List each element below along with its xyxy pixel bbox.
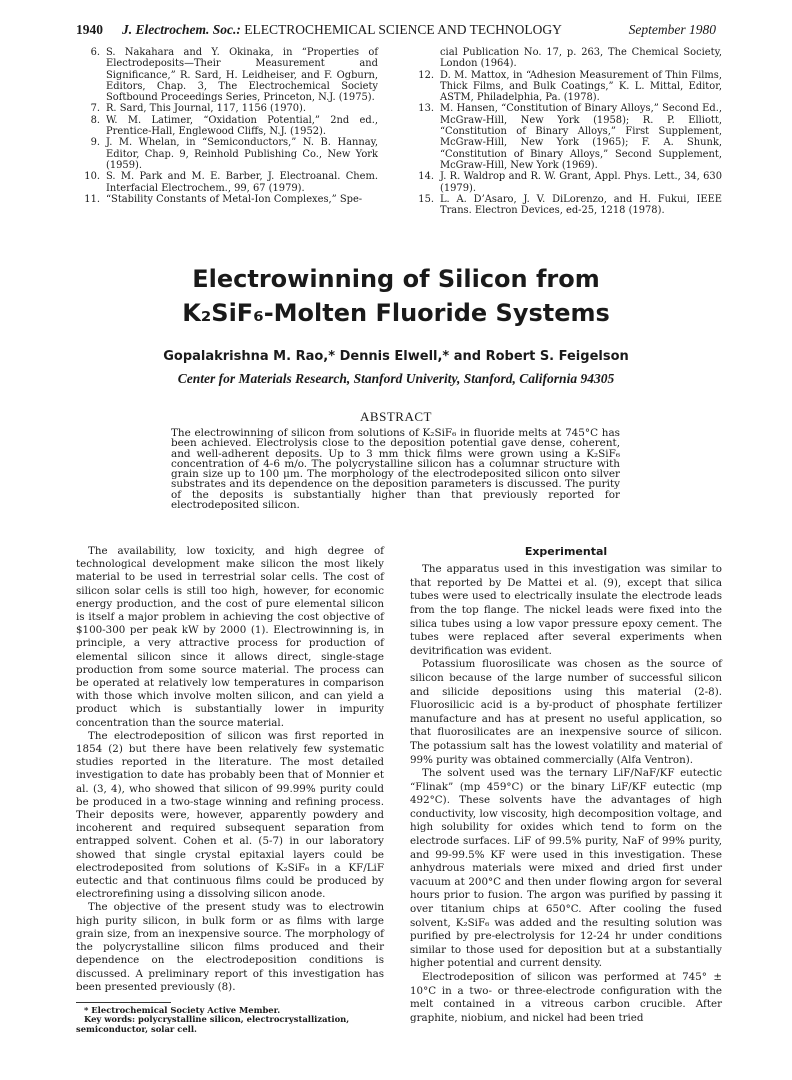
body-paragraph: The apparatus used in this investigation was similar to that reported by De Mattei et al. (9), except that silica tubes were used to electrically insulate the electrode leads from the top flange. The nickel leads were fixed into the silica tubes using a low vapor pressure epoxy cement. The tubes were replaced after several experiments when devitrification was evident. xyxy=(410,563,722,657)
reference-item xyxy=(76,103,378,114)
reference-text: J. M. Whelan, in “Semiconductors,” N. B. Hannay, Editor, Chap. 9, Reinhold Publishing Co., New York (1959). xyxy=(106,137,378,171)
reference-text: L. A. D’Asaro, J. V. DiLorenzo, and H. Fukui, IEEE Trans. Electron Devices, ed-25, 1218 (1978). xyxy=(440,193,722,217)
title-line-2: K₂SiF₆-Molten Fluoride Systems xyxy=(182,299,610,327)
running-head xyxy=(76,22,716,40)
reference-item xyxy=(410,194,722,217)
reference-number: 7. xyxy=(90,103,100,115)
reference-number: 9. xyxy=(90,137,100,149)
body-paragraph: Electrodeposition of silicon was performed at 745° ± 10°C in a two- or three-electrode configuration with the melt contained in a vitreous carbon crucible. After graphite, niobium, and nickel had been tried xyxy=(410,971,722,1024)
reference-number: 11. xyxy=(84,193,100,205)
footnote: Key words: polycrystalline silicon, electrocrystallization, semiconductor, solar cell. xyxy=(76,1014,350,1034)
reference-item xyxy=(410,47,722,70)
reference-text: J. R. Waldrop and R. W. Grant, Appl. Phys. Lett., 34, 630 (1979). xyxy=(440,171,722,194)
article-authors: Gopalakrishna M. Rao,* Dennis Elwell,* and Robert S. Feigelson xyxy=(163,349,629,364)
reference-item xyxy=(76,137,378,171)
reference-number: 14. xyxy=(418,171,434,183)
title-line-1: Electrowinning of Silicon from xyxy=(192,265,600,293)
reference-item xyxy=(410,171,722,194)
body-paragraph: Potassium fluorosilicate was chosen as the source of silicon because of the large number of successful silicon and silicide depositions using this material (2-8). Fluorosilicic acid is a by-product of phosphate fertilizer manufacture and has at present no useful application, so that fluorosilicates are an inexpensive source of silicon. The potassium salt has the lowest volatility and material of 99% purity was obtained commercially (Alfa Ventron). xyxy=(410,658,722,766)
body-paragraph: The electrodeposition of silicon was first reported in 1854 (2) but there have been relatively few systematic studies reported in the literature. The most detailed investigation to date has probably been that of Monnier et al. (3, 4), who showed that silicon of 99.99% purity could be produced in a two-stage winning and refining process. Their deposits were, however, apparently powdery and incoherent and required subsequent separation from entrapped solvent. Cohen et al. (5-7) in our laboratory showed that single crystal epitaxial layers could be electrodeposited from solutions of K₂SiF₆ in a KF/LiF eutectic and that continuous films could be produced by electrorefining using a dissolving silicon anode. xyxy=(76,729,384,901)
reference-item xyxy=(76,194,378,205)
reference-item xyxy=(410,70,722,104)
reference-number: 10. xyxy=(84,171,100,183)
reference-number: 12. xyxy=(418,69,434,81)
reference-text: R. Sard, This Journal, 117, 1156 (1970). xyxy=(106,103,307,115)
reference-text: D. M. Mattox, in “Adhesion Measurement of Thin Films, Thick Films, and Bulk Coatings,” K. L. Mittal, Editor, ASTM, Philadelphia, Pa. (1978). xyxy=(440,69,722,104)
journal-line xyxy=(122,22,562,38)
reference-item xyxy=(76,47,378,103)
reference-text: W. M. Latimer, “Oxidation Potential,” 2nd ed., Prentice-Hall, Englewood Cliffs, N.J. (1952). xyxy=(106,114,378,138)
body-paragraph: The availability, low toxicity, and high degree of technological development make silicon the most likely material to be used in terrestrial solar cells. The cost of silicon solar cells is still too high, however, for economic energy production, and the cost of pure elemental silicon is itself a major problem in achieving the cost objective of $100-300 per peak kW by 2000 (1). Electrowinning is, in principle, a very attractive process for production of elemental silicon since it allows direct, single-stage production from some source material. The process can be operated at relatively low temperatures in comparison with those which involve molten silicon, and can yield a product which is substantially lower in impurity concentration than the source material. xyxy=(76,545,384,729)
reference-number: 13. xyxy=(418,103,434,115)
abstract-text: The electrowinning of silicon from solutions of K₂SiF₆ in fluoride melts at 745°C has been achieved. Electrolysis close to the deposition potential gave dense, coherent, and well-adherent deposits. Up to 3 mm thick films were grown using a K₂SiF₆ concentration of 4-6 m/o. The polycrystalline silicon has a columnar structure with grain size up to 100 μm. The morphology of the electrodeposited silicon onto silver substrates and its dependence on the deposition parameters is discussed. The purity of the deposits is substantially higher than that previously reported for electrodeposited silicon. xyxy=(171,427,620,512)
reference-text: cial Publication No. 17, p. 263, The Chemical Society, London (1964). xyxy=(440,47,722,70)
section-heading-experimental: Experimental xyxy=(524,545,608,558)
references-right xyxy=(410,47,722,216)
footnotes xyxy=(76,1006,384,1034)
reference-text: S. M. Park and M. E. Barber, J. Electroanal. Chem. Interfacial Electrochem., 99, 67 (1979). xyxy=(106,171,378,194)
body-paragraph: The solvent used was the ternary LiF/NaF/KF eutectic “Flinak” (mp 459°C) or the binary LiF/KF eutectic (mp 492°C). These solvents have the advantages of high conductivity, low viscosity, high decomposition voltage, and high solubility for oxides which tend to form on the electrode surfaces. LiF of 99.5% purity, NaF of 99% purity, and 99-99.5% KF were used in this investigation. These anhydrous materials were mixed and dried first under vacuum at 200°C and then under flowing argon for several hours prior to fusion. The argon was purified by passing it over titanium chips at 650°C. After cooling the fused solvent, K₂SiF₆ was added and the resulting solution was purified by pre-electrolysis for 12-24 hr under conditions similar to those used for deposition but at a substantially higher potential and current density. xyxy=(410,767,722,970)
journal-name: J. Electrochem. Soc.: xyxy=(122,22,241,37)
reference-number: 6. xyxy=(90,47,100,58)
article-title xyxy=(76,262,716,330)
footnote: * Electrochemical Society Active Member. xyxy=(84,1004,281,1015)
page-number: 1940 xyxy=(76,22,103,37)
footnote-rule xyxy=(76,1002,171,1003)
reference-number: 8. xyxy=(90,114,100,126)
reference-text: “Stability Constants of Metal-Ion Complexes,” Spe- xyxy=(106,193,363,205)
right-column xyxy=(410,545,722,1025)
author-affiliation: Center for Materials Research, Stanford Univerity, Stanford, California 94305 xyxy=(177,371,615,386)
reference-text: M. Hansen, “Constitution of Binary Alloys,” Second Ed., McGraw-Hill, New York (1958); R. P. Elliott, “Constitution of Binary Alloys,” First Supplement, McGraw-Hill, New York (1965); F. A. Shunk, “Constitution of Binary Alloys,” Second Supplement, McGraw-Hill, New York (1969). xyxy=(440,103,722,171)
reference-item xyxy=(410,103,722,171)
reference-item xyxy=(76,171,378,194)
reference-text: S. Nakahara and Y. Okinaka, in “Properties of Electrodeposits—Their Measurement and Significance,” R. Sard, H. Leidheiser, and F. Ogburn, Editors, Chap. 3, The Electrochemical Society Softbound Proceedings Series, Princeton, N.J. (1975). xyxy=(106,47,378,104)
body-paragraph: The objective of the present study was to electrowin high purity silicon, in bulk form or as films with large grain size, from an inexpensive source. The morphology of the polycrystalline silicon films produced and their dependence on the electrodeposition conditions is discussed. A preliminary report of this investigation has been presented previously (8). xyxy=(76,901,384,993)
reference-number: 15. xyxy=(418,193,434,205)
journal-section: ELECTROCHEMICAL SCIENCE AND TECHNOLOGY xyxy=(244,22,562,37)
reference-item xyxy=(76,115,378,138)
references-left xyxy=(76,47,378,205)
left-column xyxy=(76,545,384,1034)
abstract-heading: ABSTRACT xyxy=(360,409,432,424)
issue-date: September 1980 xyxy=(628,22,716,37)
